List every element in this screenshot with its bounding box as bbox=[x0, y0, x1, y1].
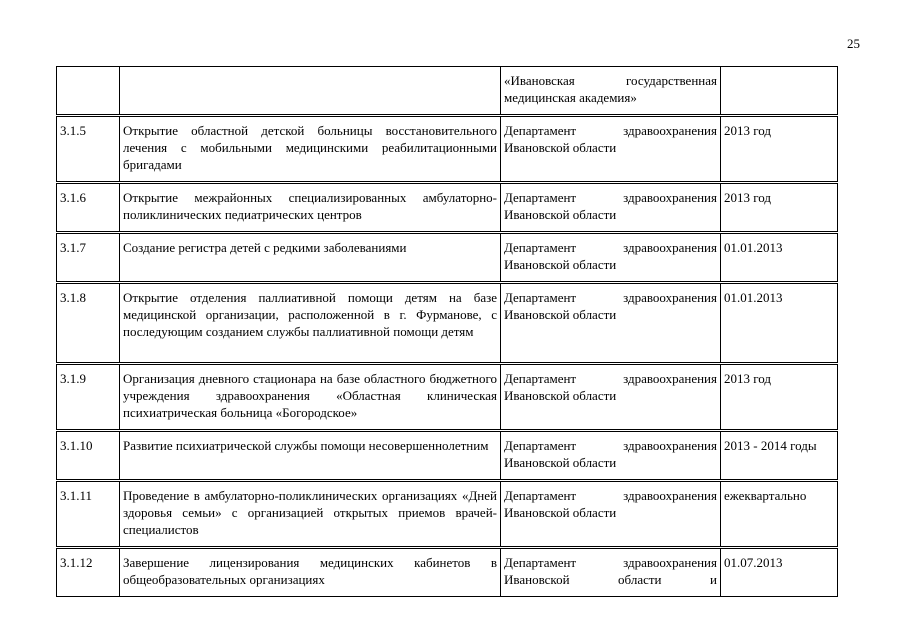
cell-date: 01.01.2013 bbox=[721, 283, 838, 364]
cell-number: 3.1.9 bbox=[57, 364, 120, 431]
cell-responsible: Департамент здравоохранения Ивановской области bbox=[501, 233, 721, 283]
cell-date: 2013 год bbox=[721, 116, 838, 183]
cell-action: Создание регистра детей с редкими заболеваниями bbox=[120, 233, 501, 283]
cell-number bbox=[57, 67, 120, 116]
cell-number: 3.1.5 bbox=[57, 116, 120, 183]
cell-number: 3.1.6 bbox=[57, 183, 120, 233]
cell-responsible: Департамент здравоохранения Ивановской области bbox=[501, 364, 721, 431]
table-row bbox=[57, 67, 838, 116]
cell-responsible: Департамент здравоохранения Ивановской области bbox=[501, 431, 721, 481]
cell-responsible: Департамент здравоохранения Ивановской области bbox=[501, 481, 721, 548]
cell-responsible: Департамент здравоохранения Ивановской области bbox=[501, 283, 721, 364]
cell-responsible: Департамент здравоохранения Ивановской области и bbox=[501, 548, 721, 597]
table-row bbox=[57, 548, 838, 597]
cell-date: 2013 год bbox=[721, 183, 838, 233]
page-number: 25 bbox=[847, 36, 860, 51]
cell-responsible: «Ивановская государственная медицинская академия» bbox=[501, 67, 721, 116]
measures-table bbox=[56, 66, 838, 597]
cell-action: Открытие областной детской больницы восстановительного лечения с мобильными медицинскими реабилитационными бригадами bbox=[120, 116, 501, 183]
cell-responsible: Департамент здравоохранения Ивановской области bbox=[501, 116, 721, 183]
table-row bbox=[57, 431, 838, 481]
cell-action: Завершение лицензирования медицинских кабинетов в общеобразовательных организациях bbox=[120, 548, 501, 597]
cell-number: 3.1.7 bbox=[57, 233, 120, 283]
cell-number: 3.1.8 bbox=[57, 283, 120, 364]
cell-action: Открытие отделения паллиативной помощи детям на базе медицинской организации, расположенной в г. Фурманове, с последующим созданием службы паллиативной помощи детям bbox=[120, 283, 501, 364]
table-row bbox=[57, 233, 838, 283]
table-row bbox=[57, 283, 838, 364]
cell-action: Организация дневного стационара на базе областного бюджетного учреждения здравоохранения «Областная клиническая психиатрическая больница «Богородское» bbox=[120, 364, 501, 431]
cell-date: 01.01.2013 bbox=[721, 233, 838, 283]
table-row bbox=[57, 116, 838, 183]
table-row bbox=[57, 364, 838, 431]
cell-number: 3.1.11 bbox=[57, 481, 120, 548]
cell-action bbox=[120, 67, 501, 116]
cell-action: Проведение в амбулаторно-поликлинических организациях «Дней здоровья семьи» с организацией открытых приемов врачей-специалистов bbox=[120, 481, 501, 548]
cell-action: Развитие психиатрической службы помощи несовершеннолетним bbox=[120, 431, 501, 481]
cell-date: 2013 - 2014 годы bbox=[721, 431, 838, 481]
cell-number: 3.1.12 bbox=[57, 548, 120, 597]
cell-number: 3.1.10 bbox=[57, 431, 120, 481]
cell-date: 2013 год bbox=[721, 364, 838, 431]
cell-responsible: Департамент здравоохранения Ивановской области bbox=[501, 183, 721, 233]
cell-date: 01.07.2013 bbox=[721, 548, 838, 597]
cell-date bbox=[721, 67, 838, 116]
cell-action: Открытие межрайонных специализированных амбулаторно-поликлинических педиатрических центров bbox=[120, 183, 501, 233]
table-row bbox=[57, 183, 838, 233]
cell-date: ежеквартально bbox=[721, 481, 838, 548]
table-row bbox=[57, 481, 838, 548]
